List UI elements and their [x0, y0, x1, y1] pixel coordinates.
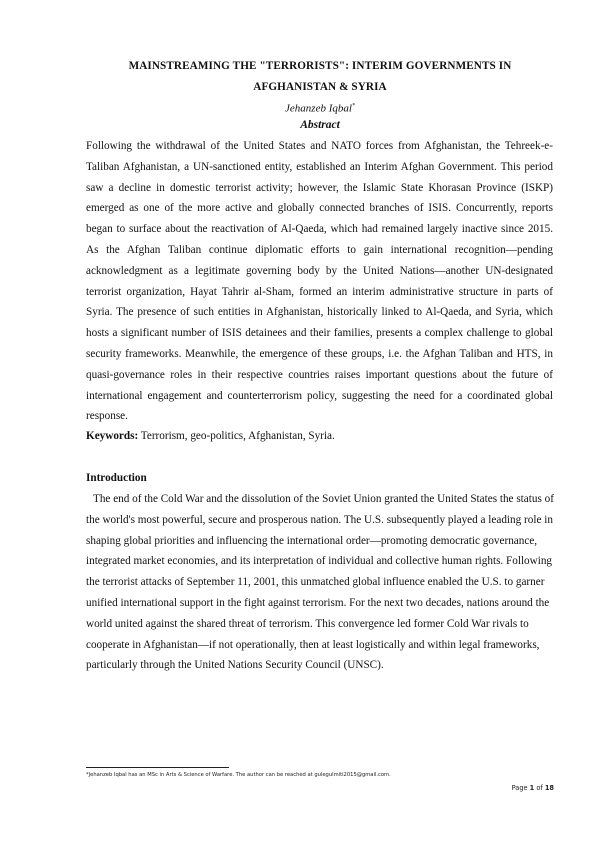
author-name: Jehanzeb Iqbal [285, 102, 352, 115]
footnote-divider [86, 767, 229, 768]
introduction-body: The end of the Cold War and the dissolution of the Soviet Union granted the United States the status of the world's most powerful, secure and prosperous nation. The U.S. subsequently played a leading role in shaping global priorities and influencing the international order—promoting democratic governance, integrated market economies, and its interpretation of individual and collective human rights. Following the terrorist attacks of September 11, 2001, this unmatched global influence enabled the U.S. to garner unified international support in the fight against terrorism. For the next two decades, nations around the world united against the shared threat of terrorism. This convergence led former Cold War rivals to cooperate in Afghanistan—if not operationally, then at least logistically and within legal frameworks, particularly through the United Nations Security Council (UNSC). [86, 493, 554, 672]
page-number-total: 18 [544, 784, 554, 792]
page-number [500, 783, 554, 793]
footnote: *Jehanzeb Iqbal has an MSc in Arts & Science of Warfare. The author can be reached at gulegulmiti2015@gmail.com. [86, 772, 391, 778]
author-line [0, 99, 595, 116]
author-footnote-mark: * [351, 103, 355, 109]
abstract-heading: Abstract [300, 119, 340, 131]
keywords-text: Terrorism, geo-politics, Afghanistan, Syria. [138, 430, 335, 442]
abstract-body: Following the withdrawal of the United States and NATO forces from Afghanistan, the Tehreek-e-Taliban Afghanistan, a UN-sanctioned entity, established an Interim Afghan Government. This period saw a decline in domestic terrorist activity; however, the Islamic State Khorasan Province (ISKP) emerged as one of the more active and globally connected branches of ISIS. Concurrently, reports began to surface about the reactivation of Al-Qaeda, which had remained largely inactive since 2015. As the Afghan Taliban continue diplomatic efforts to gain international recognition—pending acknowledgment as a legitimate governing body by the United Nations—another UN-designated terrorist organization, Hayat Tahrir al-Sham, formed an interim administrative structure in parts of Syria. The presence of such entities in Afghanistan, historically linked to Al-Qaeda, and Syria, which hosts a significant number of ISIS detainees and their families, presents a complex challenge to global security frameworks. Meanwhile, the emergence of these groups, i.e. the Afghan Taliban and HTS, in quasi-governance roles in their respective countries raises important questions about the future of international engagement and counterterrorism policy, suggesting the need for a coordinated global response. [86, 140, 553, 423]
paper-title-line-2: AFGHANISTAN & SYRIA [253, 81, 387, 93]
page-number-middle: of [534, 784, 545, 792]
introduction-heading: Introduction [86, 472, 147, 484]
page-number-current: 1 [529, 784, 535, 792]
page-number-prefix: Page [511, 784, 530, 792]
paper-title [86, 56, 554, 98]
keywords-line [86, 427, 553, 445]
keywords-label: Keywords: [86, 430, 139, 442]
paper-title-line-1: MAINSTREAMING THE "TERRORISTS": INTERIM GOVERNMENTS IN [128, 60, 512, 72]
